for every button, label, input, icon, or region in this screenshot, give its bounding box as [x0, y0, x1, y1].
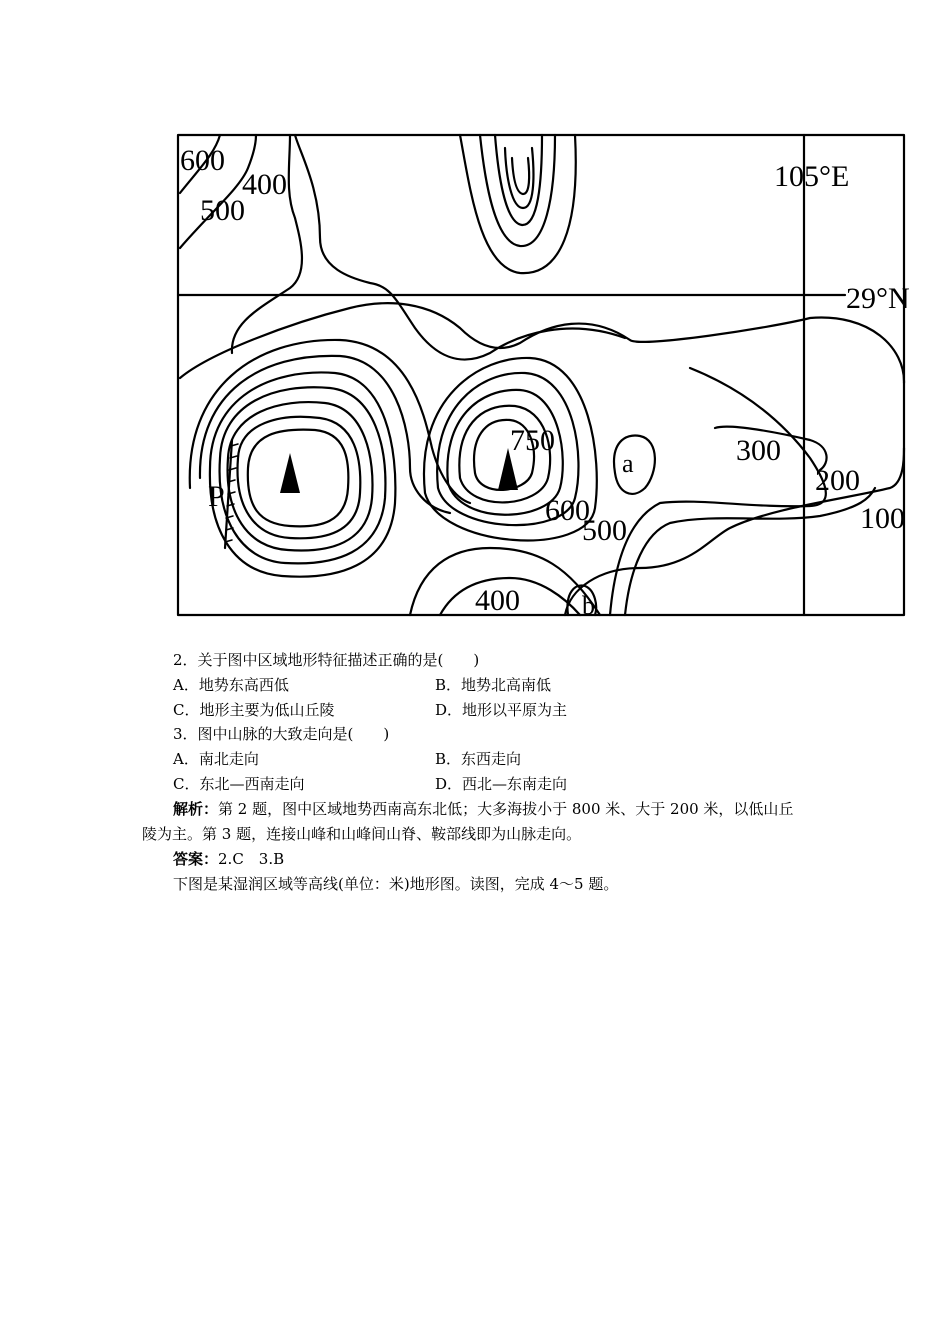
next-question-intro: 下图是某湿润区域等高线(单位：米)地形图。读图，完成 4～5 题。 [173, 875, 619, 893]
point-label-a: a [622, 449, 634, 478]
analysis-line-2: 陵为主。第 3 题，连接山峰和山峰间山脊、鞍部线即为山脉走向。 [142, 825, 582, 843]
contour-label: 750 [510, 424, 555, 457]
analysis-text-1: 第 2 题，图中区域地势西南高东北低；大多海拔小于 800 米、大于 200 米，以低山丘 [218, 800, 794, 818]
contour-line [248, 430, 349, 527]
contour-line [460, 135, 576, 273]
question-2-stem: 2．关于图中区域地形特征描述正确的是( ) [173, 651, 480, 669]
contour-label: 600 [545, 494, 590, 527]
contour-line [180, 303, 904, 383]
contour-label: 400 [475, 584, 520, 617]
question-2-option-c: C．地形主要为低山丘陵 [173, 701, 335, 719]
contour-line [238, 417, 361, 539]
contour-map [170, 128, 910, 623]
answer-label: 答案： [173, 850, 219, 868]
question-3-option-d: D．西北—东南走向 [435, 775, 568, 793]
analysis-line-1 [173, 799, 793, 819]
peak-triangle-icon [280, 453, 300, 493]
answer-text: 2.C 3.B [218, 850, 285, 868]
contour-line [512, 158, 529, 194]
contour-label: 500 [200, 194, 245, 227]
contour-label: 600 [180, 144, 225, 177]
map-frame [178, 135, 904, 615]
question-2-option-d: D．地形以平原为主 [435, 701, 568, 719]
question-2-option-b: B．地势北高南低 [435, 676, 552, 694]
contour-line [625, 488, 875, 615]
question-3-option-b: B．东西走向 [435, 750, 522, 768]
contour-label: 200 [815, 464, 860, 497]
contour-line [228, 402, 373, 550]
contour-line [495, 135, 542, 225]
point-label-p: P [208, 480, 225, 513]
parallel-label: 29°N [846, 282, 910, 315]
question-3-option-a: A．南北走向 [173, 750, 259, 768]
contour-label: 400 [242, 168, 287, 201]
contour-label: 300 [736, 434, 781, 467]
question-2-option-a: A．地势东高西低 [173, 676, 289, 694]
meridian-label: 105°E [774, 160, 850, 193]
contour-label: 100 [860, 502, 905, 535]
question-3-stem: 3．图中山脉的大致走向是( ) [173, 725, 390, 743]
contour-line [614, 435, 655, 493]
answer-line [173, 849, 284, 869]
contour-line [200, 356, 450, 513]
point-label-b: b [582, 591, 595, 620]
question-3-option-c: C．东北—西南走向 [173, 775, 305, 793]
analysis-label: 解析： [173, 800, 219, 818]
contour-label: 500 [582, 514, 627, 547]
